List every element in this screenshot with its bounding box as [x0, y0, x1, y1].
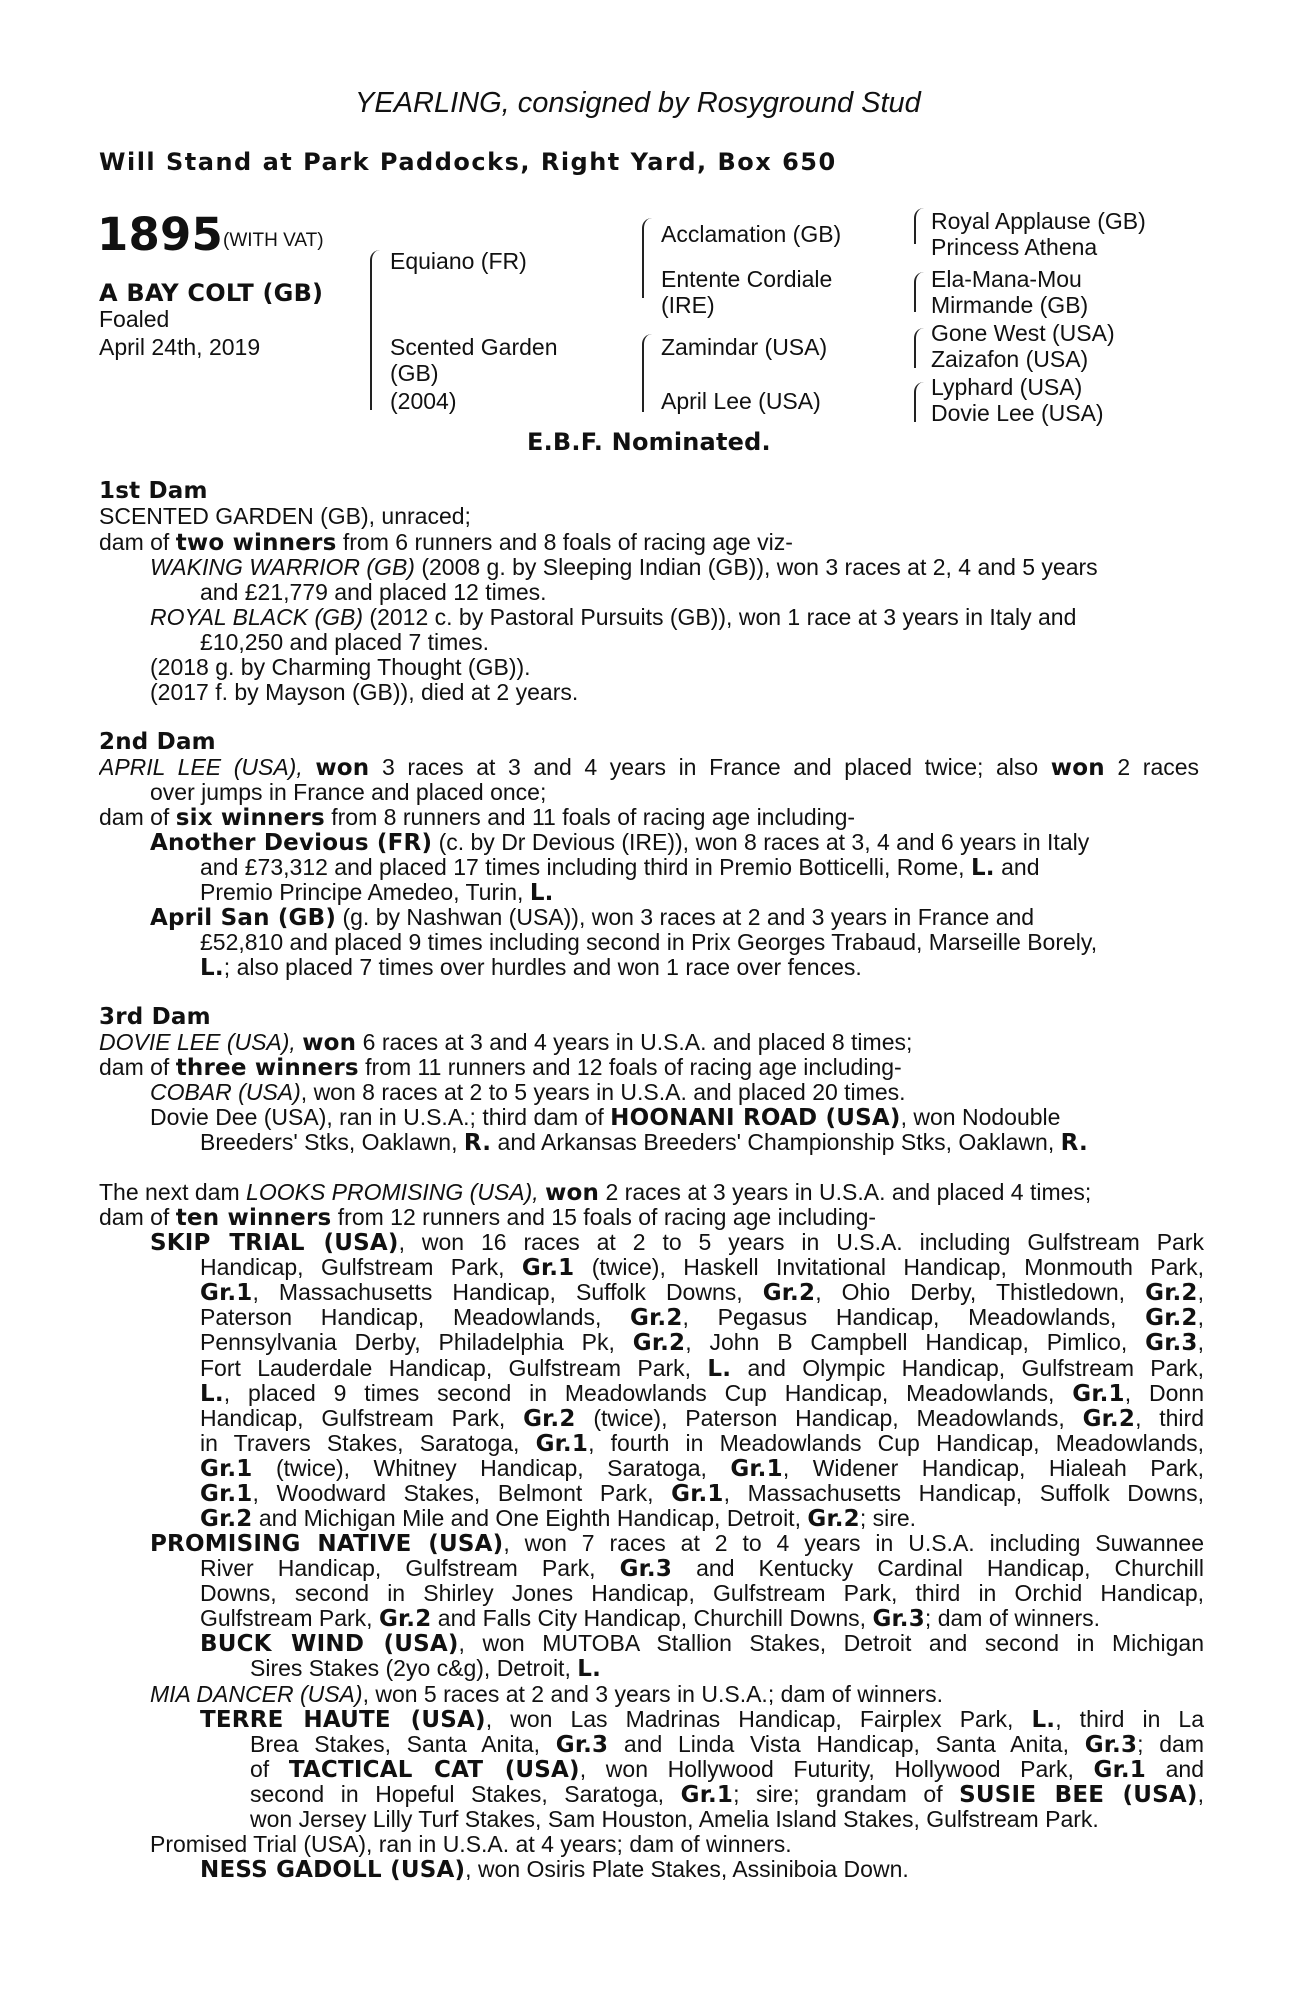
text: won Jersey Lilly Turf Stakes, Sam Houston, Amelia Island Stakes, Gulfstream Park.: [250, 1806, 1099, 1833]
pedigree-brace-ggs2: [914, 272, 924, 312]
progeny-text-cont: [200, 1380, 1204, 1406]
text: Sires Stakes (2yo c&g), Detroit,: [250, 1655, 578, 1682]
text: 6 races at 3 and 4 years in U.S.A. and placed 8 times;: [356, 1029, 913, 1055]
race-grade: Gr.3: [1084, 1732, 1138, 1758]
progeny-text-cont: [250, 1781, 1204, 1807]
progeny-text-cont: [200, 1254, 1204, 1280]
winners-count: ten winners: [175, 1205, 332, 1231]
text: (twice), Whitney Handicap, Saratoga,: [252, 1454, 731, 1481]
won: won: [315, 755, 370, 780]
text: and: [994, 854, 1040, 880]
text: , John B Campbell Handicap, Pimlico,: [685, 1329, 1146, 1356]
text: (twice), Haskell Invitational Handicap, Monmouth Park,: [574, 1254, 1204, 1281]
progeny-name: Another Devious (FR): [150, 830, 433, 856]
text: , third: [1135, 1404, 1204, 1431]
pedigree-gs2: Entente Cordiale: [661, 266, 833, 292]
progeny-text-cont: [200, 1605, 1100, 1632]
text: Paterson Handicap, Meadowlands,: [200, 1304, 631, 1331]
progeny-text-cont: and £21,779 and placed 12 times.: [200, 579, 547, 605]
progeny-royal-black: [150, 604, 1076, 630]
text: , fourth in Meadowlands Cup Handicap, Meadowlands,: [588, 1429, 1204, 1456]
lot-name: A BAY COLT (GB): [99, 279, 324, 307]
text: ; also placed 7 times over hurdles and won 1 race over fences.: [223, 954, 862, 980]
text: ,: [1197, 1781, 1204, 1808]
text: Fort Lauderdale Handicap, Gulfstream Park,: [200, 1354, 708, 1381]
dam-name: APRIL LEE (USA),: [99, 754, 303, 780]
text: and Arkansas Breeders' Championship Stks, Oaklawn,: [491, 1129, 1061, 1155]
progeny-text-cont: [200, 1329, 1204, 1355]
race-grade: Gr.2: [632, 1330, 686, 1356]
text: Breeders' Stks, Oaklawn,: [200, 1129, 464, 1155]
text: dam of: [99, 804, 176, 830]
second-dam-dam-of: [99, 804, 855, 831]
pedigree-brace-ggs3: [914, 328, 924, 368]
progeny-waking-warrior: [150, 554, 1098, 580]
pedigree-dam-country: (GB): [390, 360, 439, 386]
horse-name: BUCK WIND (USA): [200, 1631, 459, 1656]
progeny-text-cont: [200, 1505, 916, 1532]
ebf-nominated: E.B.F. Nominated.: [527, 428, 771, 456]
text: , Woodward Stakes, Belmont Park,: [252, 1480, 672, 1506]
text: and Michigan Mile and One Eighth Handicap, Detroit,: [252, 1505, 808, 1532]
text: second in Hopeful Stakes, Saratoga,: [250, 1781, 681, 1808]
text: and: [1145, 1756, 1204, 1783]
lot-number: 1895: [97, 208, 224, 261]
text: , Widener Handicap, Hialeah Park,: [782, 1454, 1204, 1481]
race-grade: Gr.2: [378, 1606, 432, 1633]
progeny-buck-wind: [200, 1630, 1204, 1656]
pedigree-sire: Equiano (FR): [390, 248, 527, 274]
second-dam-line: over jumps in France and placed once;: [150, 779, 547, 805]
race-grade: Gr.1: [680, 1782, 734, 1808]
progeny-text-cont: [200, 1555, 1204, 1581]
text: Brea Stakes, Santa Anita,: [250, 1731, 556, 1758]
winners-count: three winners: [175, 1055, 359, 1081]
text: , won Hollywood Futurity, Hollywood Park,: [579, 1756, 1094, 1783]
progeny-text-cont: [200, 1580, 1204, 1606]
race-grade: Gr.3: [1145, 1330, 1198, 1356]
first-dam-dam-of: [99, 529, 793, 556]
text: River Handicap, Gulfstream Park,: [200, 1555, 620, 1582]
text: , third in La: [1055, 1706, 1204, 1732]
text: 2 races at 3 years in U.S.A. and placed 4 times;: [599, 1179, 1092, 1205]
third-dam-heading: 3rd Dam: [99, 1004, 211, 1030]
text: , won Nodouble: [900, 1104, 1061, 1130]
progeny-april-san: [150, 904, 1034, 931]
race-grade: Gr.2: [1145, 1305, 1198, 1331]
race-grade: Gr.3: [619, 1556, 673, 1582]
second-dam-line: [99, 754, 1199, 780]
race-grade: Gr.1: [200, 1481, 253, 1506]
progeny-text-cont: [200, 879, 554, 906]
race-grade: L.: [577, 1656, 602, 1683]
restricted: R.: [1060, 1130, 1088, 1156]
foaled-label: Foaled: [99, 306, 170, 332]
progeny-text-cont: [250, 1731, 1204, 1757]
text: Pennsylvania Derby, Philadelphia Pk,: [200, 1329, 633, 1356]
race-grade: Gr.3: [872, 1606, 925, 1633]
pedigree-ggs-7: Lyphard (USA): [931, 374, 1083, 400]
progeny-name: ROYAL BLACK (GB): [150, 604, 364, 630]
text: , won 7 races at 2 to 4 years in U.S.A. including Suwannee: [503, 1530, 1204, 1556]
race-grade: Gr.2: [200, 1506, 253, 1533]
text: The next dam: [99, 1179, 247, 1205]
progeny-terre-haute: [200, 1706, 1204, 1732]
progeny-text-cont: [200, 1129, 1088, 1156]
progeny-text-cont: [200, 1430, 1204, 1456]
text: and Falls City Handicap, Churchill Downs,: [431, 1605, 873, 1632]
text: and Olympic Handicap, Gulfstream Park,: [731, 1354, 1204, 1381]
progeny-text: , won 8 races at 2 to 5 years in U.S.A. and placed 20 times.: [300, 1079, 906, 1105]
race-grade: Gr.3: [555, 1732, 609, 1758]
progeny-promising-native: [150, 1530, 1204, 1556]
horse-name: PROMISING NATIVE (USA): [150, 1531, 504, 1556]
listed: L.: [529, 880, 554, 906]
horse-name: NESS GADOLL (USA): [200, 1857, 466, 1883]
descendant-name: HOONANI ROAD (USA): [610, 1105, 901, 1131]
text: from 6 runners and 8 foals of racing age viz-: [336, 529, 793, 555]
stand-location: Will Stand at Park Paddocks, Right Yard, Box 650: [99, 148, 837, 176]
progeny-text: (c. by Dr Devious (IRE)), won 8 races at 3, 4 and 6 years in Italy: [432, 829, 1090, 855]
progeny-text-cont: £52,810 and placed 9 times including second in Prix Georges Trabaud, Marseille Borely,: [200, 929, 1098, 955]
progeny-text: (2008 g. by Sleeping Indian (GB)), won 3 races at 2, 4 and 5 years: [414, 554, 1098, 580]
progeny-2018: (2018 g. by Charming Thought (GB)).: [150, 654, 531, 680]
text: , Donn: [1124, 1379, 1204, 1406]
text: , won Las Madrinas Handicap, Fairplex Park,: [485, 1706, 1032, 1732]
foaled-date: April 24th, 2019: [99, 334, 261, 360]
race-grade: Gr.2: [1082, 1405, 1136, 1431]
text: , placed 9 times second in Meadowlands Cup Handicap, Meadowlands,: [223, 1379, 1073, 1406]
race-grade: Gr.1: [200, 1280, 253, 1306]
horse-name: SUSIE BEE (USA): [959, 1782, 1198, 1808]
text: Handicap, Gulfstream Park,: [200, 1254, 522, 1281]
progeny-text-cont: [200, 1279, 1204, 1305]
text: Gulfstream Park,: [200, 1605, 379, 1632]
pedigree-gs2-country: (IRE): [661, 292, 715, 318]
winners-count: six winners: [175, 805, 325, 831]
horse-name: TACTICAL CAT (USA): [288, 1757, 580, 1783]
text: in Travers Stakes, Saratoga,: [200, 1429, 536, 1456]
listed: L.: [970, 855, 995, 881]
progeny-name: COBAR (USA): [150, 1079, 301, 1105]
progeny-dovie-dee: [150, 1104, 1060, 1131]
text: ,: [1197, 1279, 1204, 1306]
race-grade: Gr.2: [762, 1280, 816, 1306]
pedigree-brace-dam-parents: [642, 334, 654, 412]
progeny-name: April San (GB): [150, 905, 337, 931]
first-dam-heading: 1st Dam: [99, 478, 208, 504]
pedigree-ggs-4: Mirmande (GB): [931, 292, 1089, 318]
text: 3 races at 3 and 4 years in France and placed twice; also: [381, 754, 1039, 780]
progeny-skip-trial: [150, 1229, 1204, 1255]
text: from 11 runners and 12 foals of racing age including-: [358, 1054, 902, 1080]
race-grade: Gr.1: [1072, 1380, 1125, 1406]
text: , Massachusetts Handicap, Suffolk Downs,: [252, 1279, 763, 1306]
progeny-promised-trial: [150, 1831, 792, 1857]
progeny-text-cont: [200, 1355, 1204, 1381]
progeny-text-cont: [200, 1304, 1204, 1330]
race-grade: L.: [1031, 1707, 1056, 1732]
text: (twice), Paterson Handicap, Meadowlands,: [575, 1404, 1083, 1431]
pedigree-brace-sire: [370, 250, 382, 410]
text: , won MUTOBA Stallion Stakes, Detroit and second in Michigan: [458, 1630, 1204, 1656]
next-dam-line: [99, 1179, 1091, 1206]
text: ; sire.: [859, 1505, 917, 1532]
text: , Ohio Derby, Thistledown,: [815, 1279, 1146, 1306]
text: Premio Principe Amedeo, Turin,: [200, 879, 530, 905]
progeny-ness-gadoll: [200, 1856, 909, 1883]
progeny-2017: (2017 f. by Mayson (GB)), died at 2 years.: [150, 679, 579, 705]
pedigree-dam-year: (2004): [390, 388, 457, 414]
restricted: R.: [463, 1130, 492, 1156]
text: dam of: [99, 1054, 176, 1080]
pedigree-ggs-6: Zaizafon (USA): [931, 346, 1089, 372]
horse-name: SKIP TRIAL (USA): [150, 1230, 399, 1255]
progeny-text-cont: [200, 854, 1040, 881]
text: dam of: [99, 1204, 176, 1230]
listed: L.: [200, 955, 224, 981]
race-grade: L.: [200, 1380, 224, 1406]
text: dam of: [99, 529, 176, 555]
race-grade: Gr.2: [523, 1405, 576, 1431]
dam-name: DOVIE LEE (USA),: [99, 1029, 296, 1055]
won: won: [545, 1180, 600, 1206]
pedigree-gs1: Acclamation (GB): [661, 221, 842, 247]
text: Downs, second in Shirley Jones Handicap, Gulfstream Park, third in Orchid Handicap,: [200, 1580, 1204, 1607]
progeny-text-cont: [200, 954, 862, 981]
pedigree-ggs-5: Gone West (USA): [931, 320, 1115, 346]
pedigree-ggs-1: Royal Applause (GB): [931, 208, 1146, 234]
third-dam-line: [99, 1029, 912, 1056]
pedigree-gs4: April Lee (USA): [661, 388, 821, 414]
pedigree-ggs-3: Ela-Mana-Mou: [931, 266, 1082, 292]
text: 2 races: [1117, 754, 1199, 780]
text: Handicap, Gulfstream Park,: [200, 1404, 524, 1431]
progeny-cobar: [150, 1079, 906, 1105]
progeny-text-cont: [250, 1655, 601, 1682]
text: , won 5 races at 2 and 3 years in U.S.A.; dam of winners.: [362, 1681, 943, 1707]
pedigree-brace-ggs4: [914, 382, 924, 422]
progeny-mia-dancer: [150, 1681, 943, 1707]
dam-name: LOOKS PROMISING (USA),: [246, 1179, 539, 1205]
text: and £73,312 and placed 17 times including third in Premio Botticelli, Rome,: [200, 854, 971, 880]
race-grade: Gr.2: [630, 1305, 683, 1331]
text: , won 16 races at 2 to 5 years in U.S.A. including Gulfstream Park: [398, 1229, 1204, 1255]
horse-name: TERRE HAUTE (USA): [200, 1707, 486, 1732]
won: won: [1050, 755, 1105, 780]
text: from 8 runners and 11 foals of racing age including-: [324, 804, 856, 830]
race-grade: Gr.1: [671, 1481, 724, 1506]
progeny-text-cont: £10,250 and placed 7 times.: [200, 629, 489, 655]
progeny-text-cont: [250, 1806, 1099, 1832]
race-grade: Gr.1: [200, 1455, 253, 1481]
race-grade: Gr.2: [807, 1506, 860, 1533]
text: , Massachusetts Handicap, Suffolk Downs,: [723, 1480, 1204, 1506]
consignor-line: YEARLING, consigned by Rosyground Stud: [355, 87, 921, 119]
vat-label: (WITH VAT): [223, 230, 324, 251]
pedigree-ggs-2: Princess Athena: [931, 234, 1098, 260]
pedigree-brace-sire-parents: [642, 218, 654, 298]
progeny-text-cont: [250, 1756, 1204, 1782]
text: , Pegasus Handicap, Meadowlands,: [682, 1304, 1146, 1331]
next-dam-dam-of: [99, 1204, 876, 1231]
progeny-text: (2012 c. by Pastoral Pursuits (GB)), won 1 race at 3 years in Italy and: [363, 604, 1077, 630]
text: and Kentucky Cardinal Handicap, Churchill: [672, 1555, 1204, 1582]
pedigree-gs3: Zamindar (USA): [661, 334, 828, 360]
race-grade: Gr.1: [1093, 1757, 1146, 1783]
text: and Linda Vista Handicap, Santa Anita,: [608, 1731, 1085, 1758]
second-dam-heading: 2nd Dam: [99, 729, 216, 755]
progeny-text: (g. by Nashwan (USA)), won 3 races at 2 and 3 years in France and: [336, 904, 1035, 930]
progeny-another-devious: [150, 829, 1089, 856]
text: ; dam: [1137, 1731, 1204, 1758]
progeny-text-cont: [200, 1455, 1204, 1481]
progeny-name: WAKING WARRIOR (GB): [150, 554, 415, 580]
text: ,: [1197, 1329, 1204, 1356]
horse-name: MIA DANCER (USA): [150, 1681, 363, 1707]
text: of: [250, 1756, 289, 1783]
race-grade: Gr.1: [521, 1255, 575, 1281]
pedigree-ggs-8: Dovie Lee (USA): [931, 400, 1104, 426]
progeny-text-cont: [200, 1480, 1204, 1506]
third-dam-dam-of: [99, 1054, 902, 1081]
won: won: [302, 1030, 357, 1056]
text: from 12 runners and 15 foals of racing age including-: [331, 1204, 877, 1230]
pedigree-brace-ggs1: [914, 208, 924, 244]
text: ,: [1197, 1304, 1204, 1331]
text: Promised Trial (USA), ran in U.S.A. at 4 years; dam of winners.: [150, 1831, 792, 1857]
first-dam-intro: SCENTED GARDEN (GB), unraced;: [99, 503, 471, 529]
progeny-text-cont: [200, 1405, 1204, 1431]
text: ; sire; grandam of: [733, 1781, 960, 1808]
text: Dovie Dee (USA), ran in U.S.A.; third dam of: [150, 1104, 611, 1130]
text: , won Osiris Plate Stakes, Assiniboia Down.: [465, 1856, 909, 1882]
pedigree-dam: Scented Garden: [390, 334, 558, 360]
race-grade: L.: [707, 1355, 732, 1381]
winners-count: two winners: [175, 530, 337, 556]
race-grade: Gr.1: [730, 1455, 783, 1481]
text: ; dam of winners.: [924, 1605, 1101, 1632]
race-grade: Gr.2: [1145, 1280, 1198, 1306]
race-grade: Gr.1: [535, 1430, 589, 1456]
